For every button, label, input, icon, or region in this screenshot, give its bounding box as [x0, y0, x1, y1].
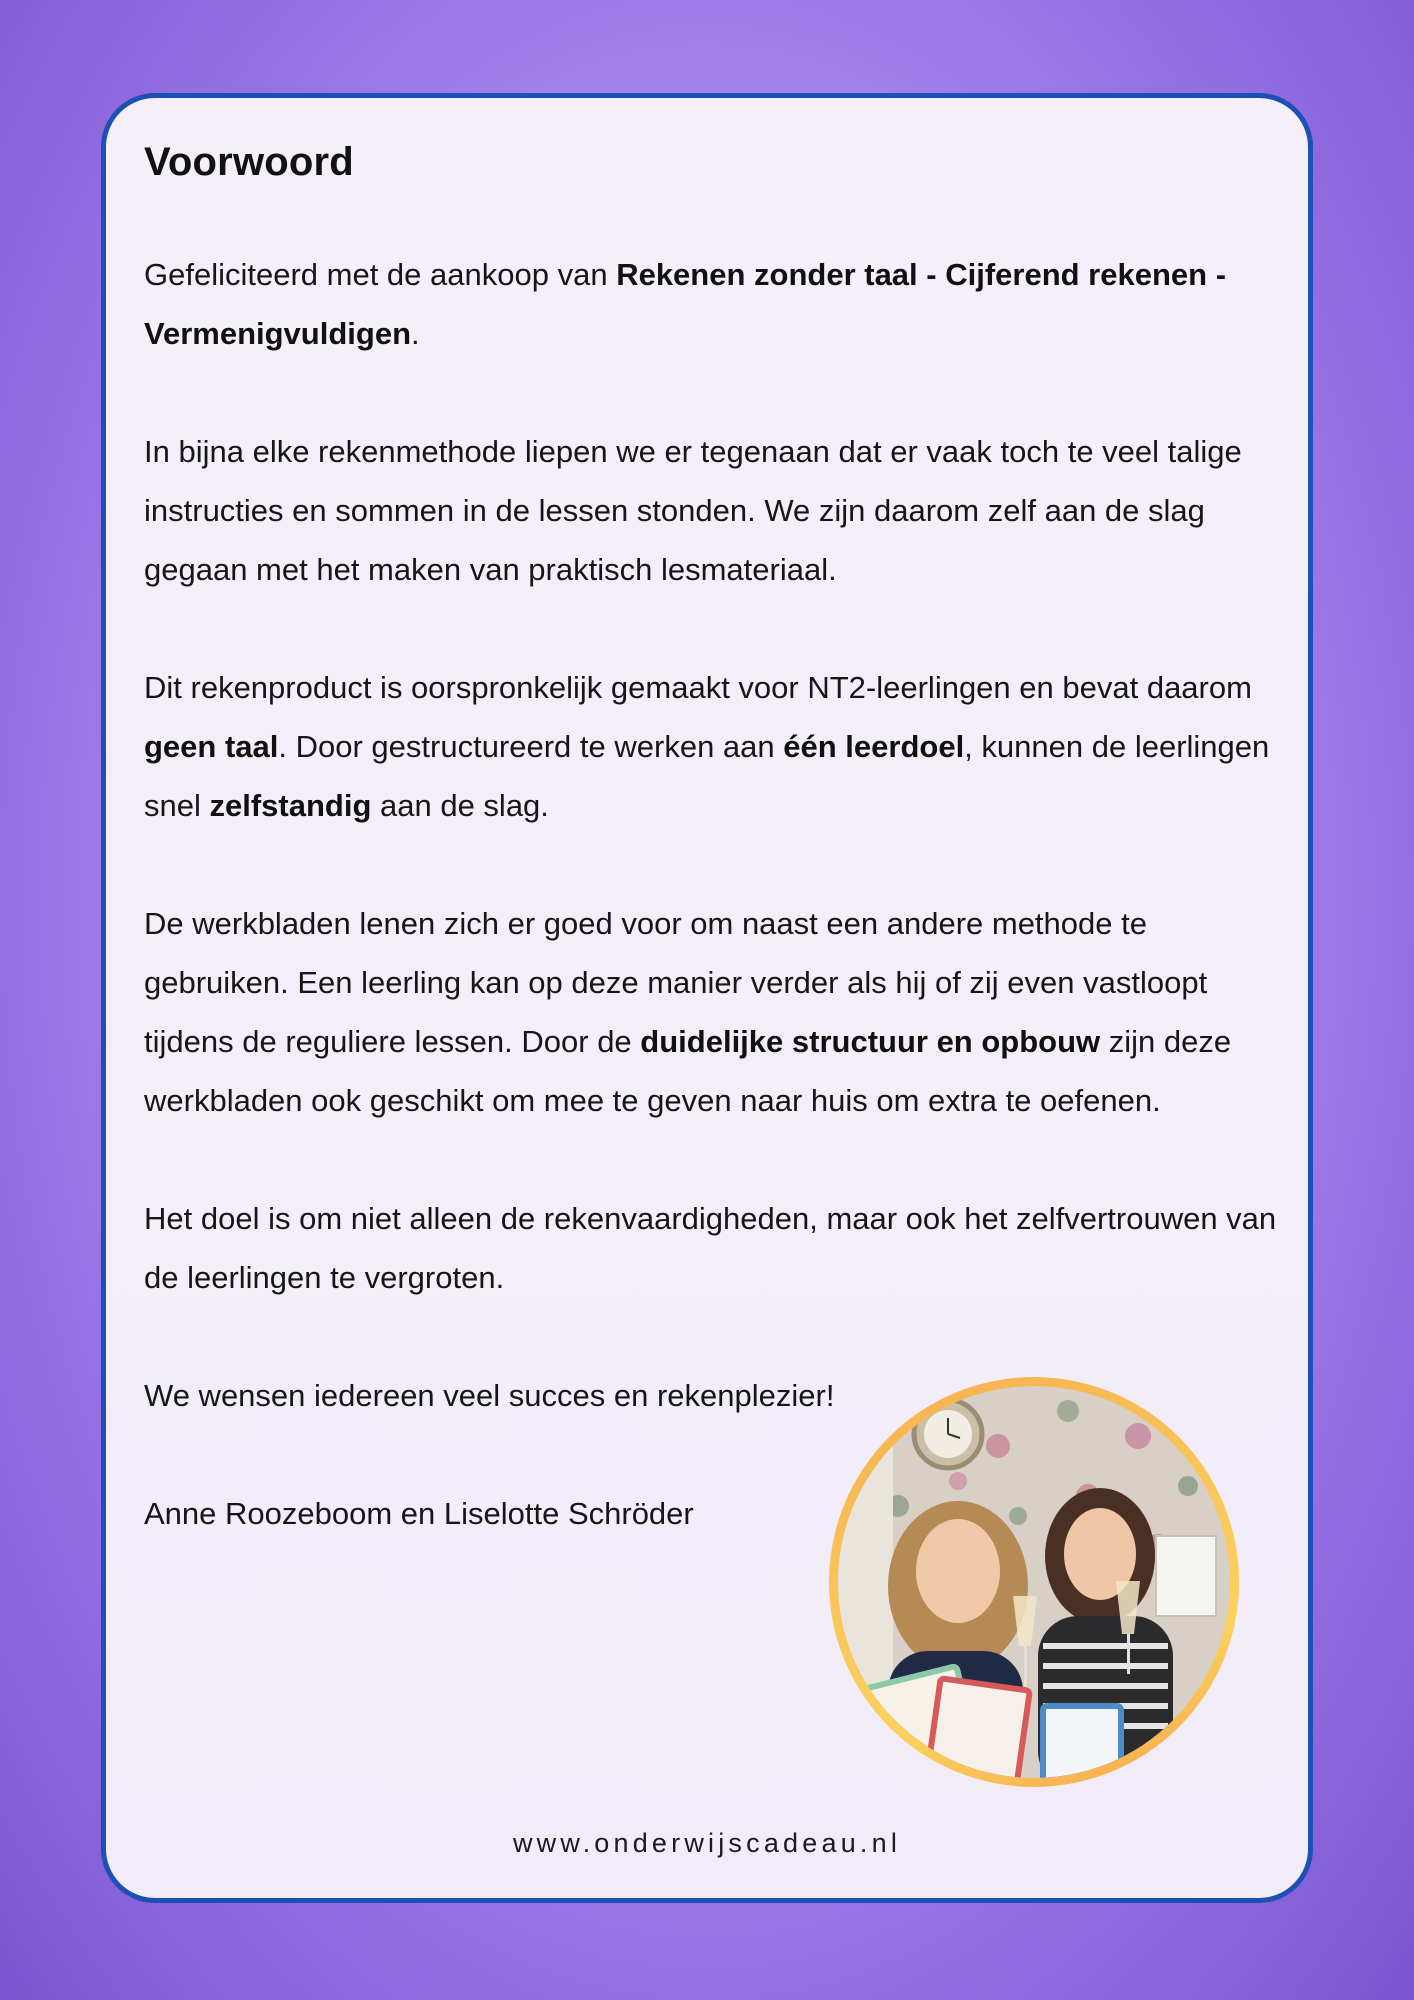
author-names: Anne Roozeboom en Liselotte Schröder [144, 1496, 694, 1531]
authors-photo [829, 1377, 1239, 1787]
photo-illustration [838, 1386, 1230, 1778]
text-span: Het doel is om niet alleen de rekenvaardigheden, maar ook het zelfvertrouwen van de leerlingen te vergroten. [144, 1201, 1277, 1295]
text-span: De werkbladen lenen zich er goed voor om naast een andere methode te gebruiken. Een leerling kan op deze manier verder als hij of zij even vastloopt tijdens de reguliere lessen. Door de [144, 906, 1208, 1059]
page-title: Voorwoord [144, 140, 354, 184]
text-span: Gefeliciteerd met de aankoop van [144, 257, 617, 292]
text-span: , kunnen de leerlingen snel [144, 729, 1270, 823]
text-span: . [411, 316, 420, 351]
authors-photo-image [838, 1386, 1230, 1778]
text-span: We wensen iedereen veel succes en rekenplezier! [144, 1378, 835, 1413]
paragraph-usage [144, 894, 1284, 1130]
emphasis-no-language: geen taal [144, 729, 279, 764]
text-span: aan de slag. [371, 788, 549, 823]
text-span: Dit rekenproduct is oorspronkelijk gemaakt voor NT2-leerlingen en bevat daarom [144, 670, 1252, 705]
paragraph-goal [144, 1189, 1284, 1307]
page-card [101, 93, 1313, 1903]
emphasis-independent: zelfstandig [209, 788, 372, 823]
text-span: In bijna elke rekenmethode liepen we er tegenaan dat er vaak toch te veel talige instructies en sommen in de lessen stonden. We zijn daarom zelf aan de slag gegaan met het maken van praktisch lesmateriaal. [144, 434, 1242, 587]
paragraph-motivation [144, 422, 1284, 599]
paragraph-product-origin [144, 658, 1284, 835]
text-span: zijn deze werkbladen ook geschikt om mee te geven naar huis om extra te oefenen. [144, 1024, 1232, 1118]
product-name: Rekenen zonder taal - Cijferend rekenen - Vermenigvuldigen [144, 257, 1227, 351]
paragraph-congratulations [144, 245, 1284, 363]
emphasis-one-goal: één leerdoel [783, 729, 965, 764]
text-span: . Door gestructureerd te werken aan [278, 729, 784, 764]
footer-website[interactable]: www.onderwijscadeau.nl [512, 1828, 902, 1858]
emphasis-structure: duidelijke structuur en opbouw [640, 1024, 1101, 1059]
